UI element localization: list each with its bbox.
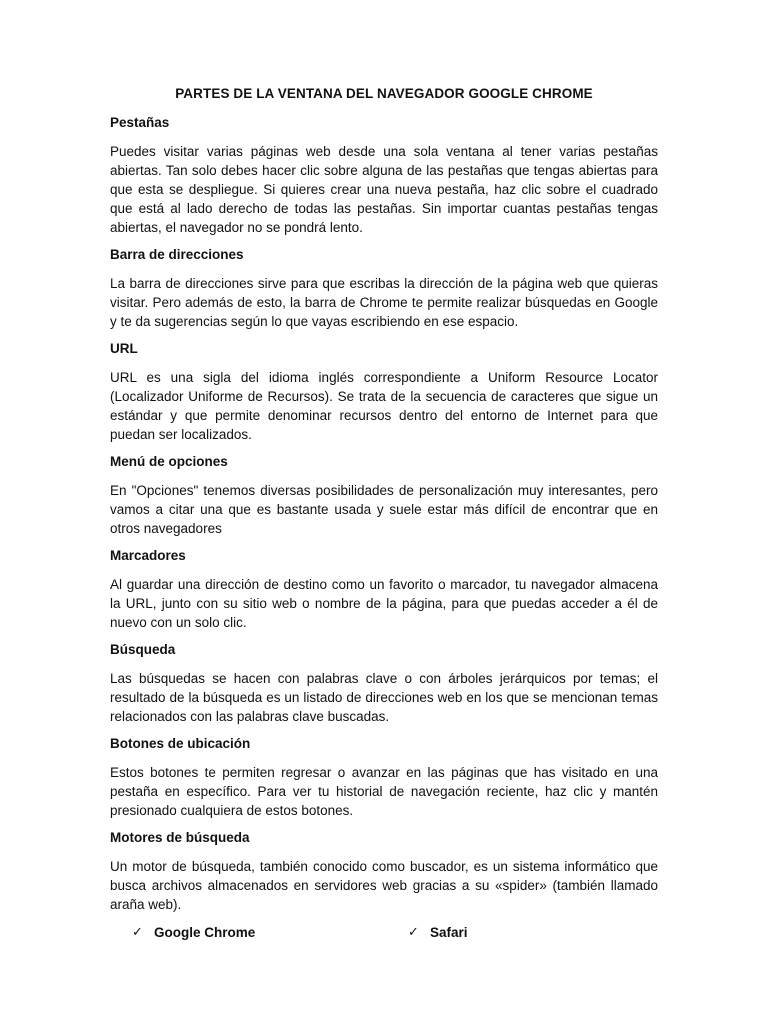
checkmark-icon: ✓ [408,924,419,939]
section-paragraph: URL es una sigla del idioma inglés correspondiente a Uniform Resource Locator (Localizador Uniforme de Recursos). Se trata de la secuencia de caracteres que sigue un estándar y que permite denominar recursos dentro del entorno de Internet para que puedan ser localizados. [110,370,658,442]
section-heading: Barra de direcciones [110,247,244,262]
section-heading: Botones de ubicación [110,736,251,751]
section-paragraph: Las búsquedas se hacen con palabras clave o con árboles jerárquicos por temas; el resultado de la búsqueda es un listado de direcciones web en los que se mencionan temas relacionados con las palabras clave buscadas. [110,671,658,724]
list-item-label: Safari [430,924,468,940]
section-paragraph: En "Opciones" tenemos diversas posibilidades de personalización muy interesantes, pero vamos a citar una que es bastante usada y suele estar más difícil de encontrar que en otros navegadores [110,483,658,536]
section-barra-de-direcciones [110,247,658,331]
list-item [132,924,408,940]
section-heading: Menú de opciones [110,454,228,469]
section-paragraph: Estos botones te permiten regresar o avanzar en las páginas que has visitado en una pestaña en específico. Para ver tu historial de navegación reciente, haz clic y mantén presionado cualquiera de estos botones. [110,765,658,818]
section-heading: Búsqueda [110,642,176,657]
list-item-label: Google Chrome [154,924,256,940]
section-motores-de-busqueda [110,830,658,914]
section-heading: URL [110,341,138,356]
browser-check-list [110,924,658,940]
section-menu-de-opciones [110,454,658,538]
section-busqueda [110,642,658,726]
section-paragraph: Un motor de búsqueda, también conocido como buscador, es un sistema informático que busca archivos almacenados en servidores web gracias a su «spider» (también llamado araña web). [110,859,658,912]
section-paragraph: Puedes visitar varias páginas web desde una sola ventana al tener varias pestañas abiertas. Tan solo debes hacer clic sobre alguna de las pestañas que tengas abiertas para que esta se despliegue. Si quieres crear una nueva pestaña, haz clic sobre el cuadrado que está al lado derecho de todas las pestañas. Sin importar cuantas pestañas tengas abiertas, el navegador no se pondrá lento. [110,144,658,235]
list-item [408,924,468,940]
section-heading: Marcadores [110,548,186,563]
section-pestanas [110,115,658,237]
section-botones-de-ubicacion [110,736,658,820]
section-paragraph: La barra de direcciones sirve para que escribas la dirección de la página web que quieras visitar. Pero además de esto, la barra de Chrome te permite realizar búsquedas en Google y te da sugerencias según lo que vayas escribiendo en ese espacio. [110,276,658,329]
section-heading: Motores de búsqueda [110,830,250,845]
section-heading: Pestañas [110,115,170,130]
checkmark-icon: ✓ [132,924,143,939]
section-marcadores [110,548,658,632]
section-paragraph: Al guardar una dirección de destino como un favorito o marcador, tu navegador almacena la URL, junto con su sitio web o nombre de la página, para que puedas acceder a él de nuevo con un solo clic. [110,577,658,630]
document-title: PARTES DE LA VENTANA DEL NAVEGADOR GOOGLE CHROME [175,86,593,101]
section-url [110,341,658,444]
